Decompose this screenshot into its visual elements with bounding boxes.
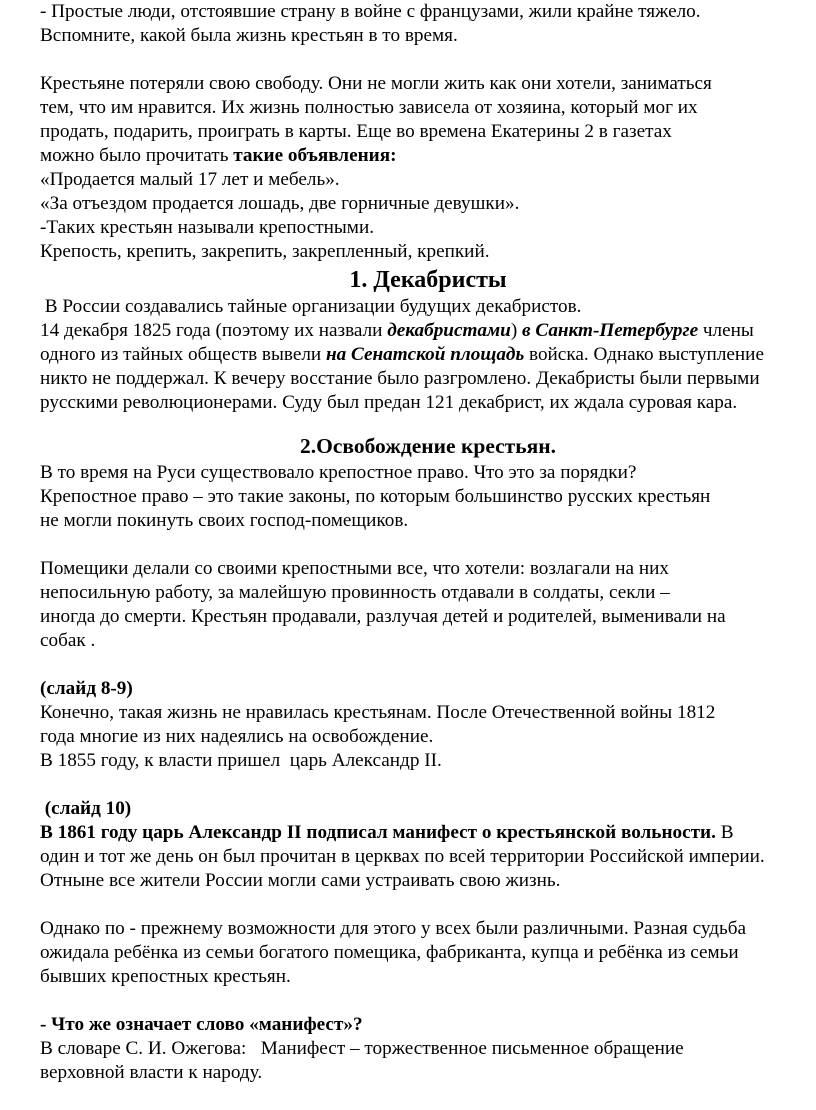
fates-line-2: ожидала ребёнка из семьи богатого помещика, фабриканта, купца и ребёнка из семьи [40,942,739,963]
spacer [40,893,816,917]
manifest-definition-line-2: верховной власти к народу. [40,1062,263,1083]
serfs-line-3: продать, подарить, проиграть в карты. Еще во времена Екатерины 2 в газетах [40,121,672,142]
ads-emphasis: такие объявления: [233,145,397,166]
text-span: войска. Однако выступление [524,344,764,365]
slide-10-line-3: Отныне все жители России могли сами устраивать свою жизнь. [40,870,561,891]
question-text: - Что же означает слово «манифест»? [40,1014,363,1035]
slide-8-9-line-3: В 1855 году, к власти пришел царь Александр II. [40,750,442,771]
section-2-para-2-line-1: Помещики делали со своими крепостными все, что хотели: возлагали на них [40,558,669,579]
ad-quote-2: «За отъездом продается лошадь, две горничные девушки». [40,193,520,214]
manifest-definition-line-1: В словаре С. И. Ожегова: Манифест – торжественное письменное обращение [40,1038,684,1059]
serfs-line-1: Крестьяне потеряли свою свободу. Они не могли жить как они хотели, заниматься [40,73,712,94]
intro-line-1: - Простые люди, отстоявшие страну в войне с французами, жили крайне тяжело. [40,1,701,22]
decembrists-emphasis: декабристами [387,320,511,341]
text-span: одного из тайных обществ вывели [40,344,326,365]
manifest-question [40,1013,816,1037]
slide-8-9-line-2: года многие из них надеялись на освобождение. [40,726,434,747]
section-1-line-5: русскими революционерами. Суду был предан 121 декабрист, их ждала суровая кара. [40,392,738,413]
slide-10-label [40,797,816,821]
section-2-line-1: В то время на Руси существовало крепостное право. Что это за порядки? [40,462,637,483]
section-1-line-2 [40,319,816,343]
saint-petersburg-emphasis: в Санкт-Петербурге [522,320,699,341]
slide-10-line-1 [40,821,816,845]
ad-quote-1: «Продается малый 17 лет и мебель». [40,169,340,190]
slide-label-text: (слайд 8-9) [40,678,133,699]
spacer [40,48,816,72]
spacer [40,415,816,431]
spacer [40,533,816,557]
senate-square-emphasis: на Сенатской площадь [326,344,525,365]
section-2-para-2-line-3: иногда до смерти. Крестьян продавали, разлучая детей и родителей, выменивали на [40,606,726,627]
document-page [40,0,816,1085]
serfs-line-4 [40,144,816,168]
fates-line-1: Однако по - прежнему возможности для этого у всех были различными. Разная судьба [40,918,747,939]
section-2-para-2-line-2: непосильную работу, за малейшую провинность отдавали в солдаты, секли – [40,582,670,603]
serfs-line-2: тем, что им нравится. Их жизнь полностью зависела от хозяина, который мог их [40,97,698,118]
section-2-line-2: Крепостное право – это такие законы, по которым большинство русских крестьян [40,486,711,507]
spacer [40,653,816,677]
section-2-para-2-line-4: собак . [40,630,96,651]
serfs-called: -Таких крестьян называли крепостными. [40,217,375,238]
serfs-line-4-text: можно было прочитать [40,145,234,166]
section-2-line-3: не могли покинуть своих господ-помещиков. [40,510,409,531]
spacer [40,989,816,1013]
section-2-title: 2.Освобождение крестьян. [299,434,556,458]
slide-8-9-line-1: Конечно, такая жизнь не нравилась крестьянам. После Отечественной войны 1812 [40,702,716,723]
section-1-line-4: никто не поддержал. К вечеру восстание было разгромлено. Декабристы были первыми [40,368,760,389]
manifesto-emphasis: В 1861 году царь Александр II подписал манифест о крестьянской вольности. [40,822,716,843]
slide-10-line-2: один и тот же день он был прочитан в церквах по всей территории Российской империи. [40,846,765,867]
intro-line-2: Вспомните, какой была жизнь крестьян в то время. [40,25,458,46]
fates-line-3: бывших крепостных крестьян. [40,966,291,987]
slide-label-text: (слайд 10) [40,798,132,819]
section-1-title: 1. Декабристы [349,267,507,293]
text-span: ) [510,320,523,341]
slide-8-9-label [40,677,816,701]
serfs-word-family: Крепость, крепить, закрепить, закрепленный, крепкий. [40,241,490,262]
text-span: члены [698,320,754,341]
section-1-line-3 [40,343,816,367]
spacer [40,773,816,797]
section-1-line-1: В России создавались тайные организации будущих декабристов. [40,296,582,317]
text-span: В [715,822,734,843]
text-span: 14 декабря 1825 года (поэтому их назвали [40,320,388,341]
